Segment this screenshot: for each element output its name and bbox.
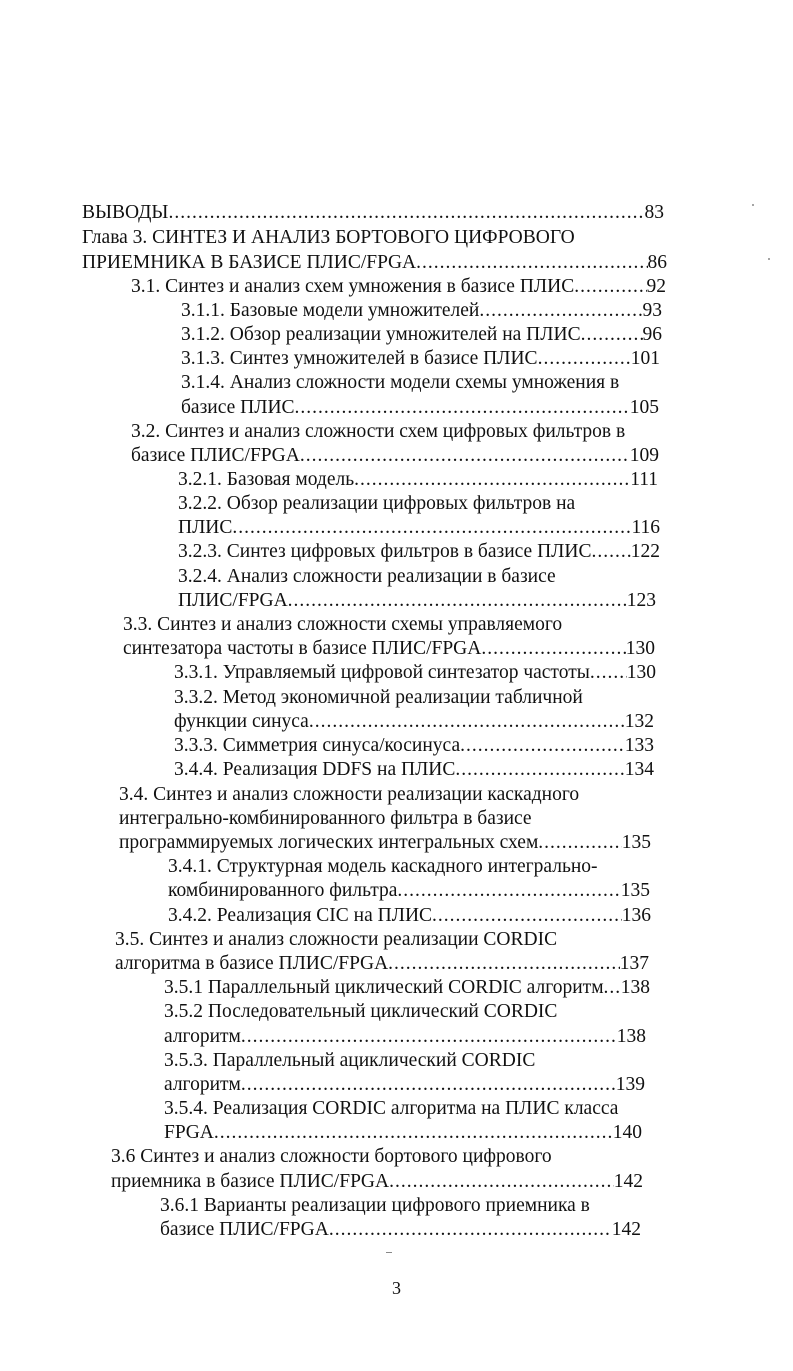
toc-entry <box>164 1025 646 1049</box>
toc-entry <box>82 201 664 225</box>
toc-entry-title: 3.2.4. Анализ сложности реализации в базисе <box>178 566 556 587</box>
toc-entry-page: 135 <box>620 880 650 901</box>
toc-entry <box>131 444 659 468</box>
toc-entry-title: FPGA <box>164 1122 214 1143</box>
toc-entry <box>174 734 654 758</box>
toc-entry <box>174 758 654 782</box>
leader-dots <box>241 1073 616 1097</box>
toc-entry <box>178 516 660 540</box>
toc-entry-page: 139 <box>615 1074 645 1095</box>
leader-dots <box>288 589 627 613</box>
toc-entry-page: 142 <box>613 1171 643 1192</box>
toc-entry <box>174 686 654 710</box>
toc-entry <box>178 468 658 492</box>
leader-dots <box>354 468 630 492</box>
toc-entry-page: 136 <box>621 905 651 926</box>
toc-entry <box>119 807 649 831</box>
toc-entry-page: 122 <box>630 541 660 562</box>
toc-entry <box>123 613 653 637</box>
toc-entry-title: базисе ПЛИС/FPGA <box>160 1219 329 1240</box>
leader-dots <box>590 661 627 685</box>
toc-entry-title: 3.1. Синтез и анализ схем умножения в базисе ПЛИС <box>131 276 575 297</box>
toc-entry <box>119 831 651 855</box>
toc-entry-page: 130 <box>626 662 656 683</box>
leader-dots <box>232 516 631 540</box>
toc-entry-title: алгоритм <box>164 1074 241 1095</box>
toc-entry-title: 3.2.3. Синтез цифровых фильтров в базисе ПЛИС <box>178 541 592 562</box>
leader-dots <box>214 1121 613 1145</box>
toc-entry <box>160 1218 641 1242</box>
toc-entry-page: 96 <box>642 324 662 345</box>
leader-dots <box>574 275 646 299</box>
toc-entry-page: 134 <box>624 759 654 780</box>
toc-entry <box>115 928 645 952</box>
toc-entry-title: 3.6.1 Варианты реализации цифрового приемника в <box>160 1195 590 1216</box>
toc-entry-page: 101 <box>630 348 660 369</box>
toc-entry <box>178 492 658 516</box>
toc-entry <box>123 637 655 661</box>
toc-entry-title: 3.1.2. Обзор реализации умножителей на ПЛИС <box>181 324 581 345</box>
leader-dots <box>481 637 625 661</box>
toc-entry-page: 93 <box>642 300 662 321</box>
leader-dots <box>168 201 644 225</box>
toc-entry-title: программируемых логических интегральных схем <box>119 832 539 853</box>
toc-entry-title: ПЛИС <box>178 517 233 538</box>
toc-entry <box>164 1097 644 1121</box>
toc-entry <box>131 275 666 299</box>
leader-dots <box>388 952 620 976</box>
toc-entry-page: 142 <box>611 1219 641 1240</box>
toc-entry-title: ПРИЕМНИКА В БАЗИСЕ ПЛИС/FPGA <box>82 252 417 273</box>
toc-entry <box>164 1049 644 1073</box>
toc-entry-title: комбинированного фильтра <box>168 880 398 901</box>
toc-entry <box>164 1000 644 1024</box>
leader-dots <box>300 444 630 468</box>
toc-entry-title: интегрально-комбинированного фильтра в базисе <box>119 808 532 829</box>
toc-entry <box>181 371 660 395</box>
toc-entry <box>168 904 651 928</box>
toc-entry-title: 3.1.3. Синтез умножителей в базисе ПЛИС <box>181 348 538 369</box>
toc-entry <box>174 710 654 734</box>
toc-entry-page: 138 <box>616 1026 646 1047</box>
leader-dots <box>581 323 643 347</box>
toc-entry-title: базисе ПЛИС <box>181 397 295 418</box>
leader-dots <box>309 710 625 734</box>
leader-dots <box>295 396 630 420</box>
leader-dots <box>455 758 624 782</box>
toc-entry-title: функции синуса <box>174 711 309 732</box>
toc-entry-title: ВЫВОДЫ <box>82 202 169 223</box>
leader-dots <box>329 1218 612 1242</box>
toc-entry <box>181 347 660 371</box>
toc-entry <box>115 952 649 976</box>
scan-speck <box>752 204 754 206</box>
toc-entry-page: 133 <box>624 735 654 756</box>
toc-entry <box>111 1145 641 1169</box>
toc-entry-title: 3.4.1. Структурная модель каскадного интегрально- <box>168 856 598 877</box>
leader-dots <box>397 879 620 903</box>
toc-entry-page: 138 <box>620 977 650 998</box>
toc-entry <box>178 589 656 613</box>
toc-entry <box>82 226 664 250</box>
toc-entry-page: 132 <box>624 711 654 732</box>
toc-entry-title: 3.3. Синтез и анализ сложности схемы управляемого <box>123 614 563 635</box>
leader-dots <box>538 831 621 855</box>
toc-entry-page: 83 <box>644 202 664 223</box>
toc-entry-title: 3.5.4. Реализация CORDIC алгоритма на ПЛИС класса <box>164 1098 619 1119</box>
toc-entry-title: алгоритма в базисе ПЛИС/FPGA <box>115 953 389 974</box>
toc-entry <box>181 323 662 347</box>
toc-entry-title: 3.2.1. Базовая модель <box>178 469 355 490</box>
leader-dots <box>479 299 642 323</box>
toc-entry-title: приемника в базисе ПЛИС/FPGA <box>111 1171 390 1192</box>
toc-entry-title: 3.1.1. Базовые модели умножителей <box>181 300 480 321</box>
toc-entry-title: 3.5. Синтез и анализ сложности реализации CORDIC <box>115 929 558 950</box>
toc-entry <box>164 1073 645 1097</box>
leader-dots <box>416 251 647 275</box>
toc-entry <box>178 540 660 564</box>
toc-entry-title: ПЛИС/FPGA <box>178 590 288 611</box>
leader-dots <box>460 734 625 758</box>
toc-entry-page: 137 <box>619 953 649 974</box>
scan-speck <box>768 258 770 260</box>
toc-entry <box>181 396 659 420</box>
toc-entry <box>131 420 661 444</box>
page-number: 3 <box>392 1278 401 1298</box>
toc-entry <box>164 1121 642 1145</box>
toc-entry-page: 140 <box>612 1122 642 1143</box>
toc-entry-title: алгоритм <box>164 1026 241 1047</box>
toc-entry-title: 3.2. Синтез и анализ сложности схем цифровых фильтров в <box>131 421 626 442</box>
toc-entry <box>178 565 658 589</box>
toc-entry-title: базисе ПЛИС/FPGA <box>131 445 300 466</box>
toc-entry-page: 135 <box>621 832 651 853</box>
toc-entry-title: 3.2.2. Обзор реализации цифровых фильтров на <box>178 493 576 514</box>
leader-dots <box>432 904 622 928</box>
toc-entry <box>119 783 649 807</box>
toc-entry-page: 130 <box>625 638 655 659</box>
toc-entry-title: 3.3.3. Симметрия синуса/косинуса <box>174 735 461 756</box>
toc-entry <box>111 1170 643 1194</box>
toc-entry-title: 3.1.4. Анализ сложности модели схемы умножения в <box>181 372 620 393</box>
toc-entry <box>181 299 662 323</box>
toc-entry-title: 3.3.2. Метод экономичной реализации табличной <box>174 687 583 708</box>
scan-speck <box>386 1252 392 1253</box>
toc-entry-page: 116 <box>631 517 660 538</box>
toc-entry <box>168 879 650 903</box>
toc-entry-page: 111 <box>630 469 658 490</box>
toc-entry-title: 3.6 Синтез и анализ сложности бортового цифрового <box>111 1146 552 1167</box>
toc-entry <box>160 1194 640 1218</box>
leader-dots <box>538 347 631 371</box>
toc-entry-title: 3.4.2. Реализация CIC на ПЛИС <box>168 905 433 926</box>
leader-dots <box>389 1170 614 1194</box>
leader-dots <box>591 540 630 564</box>
toc-entry-title: 3.4.4. Реализация DDFS на ПЛИС <box>174 759 456 780</box>
toc-entry-title: 3.4. Синтез и анализ сложности реализации каскадного <box>119 784 580 805</box>
toc-entry-title: Глава 3. СИНТЕЗ И АНАЛИЗ БОРТОВОГО ЦИФРОВОГО <box>82 227 575 248</box>
toc-entry <box>174 661 656 685</box>
leader-dots <box>241 1025 617 1049</box>
toc-entry-title: 3.5.3. Параллельный ациклический CORDIC <box>164 1050 536 1071</box>
toc-entry-title: синтезатора частоты в базисе ПЛИС/FPGA <box>123 638 482 659</box>
toc-entry-title: 3.5.1 Параллельный циклический CORDIC алгоритм <box>164 977 604 998</box>
toc-entry-page: 109 <box>629 445 659 466</box>
toc-entry-page: 105 <box>629 397 659 418</box>
toc-entry <box>168 855 648 879</box>
toc-entry <box>164 976 650 1000</box>
toc-entry-page: 86 <box>647 252 667 273</box>
leader-dots <box>604 976 621 1000</box>
toc-entry-page: 123 <box>626 590 656 611</box>
toc-entry <box>82 251 667 275</box>
toc-entry-title: 3.5.2 Последовательный циклический CORDIC <box>164 1001 558 1022</box>
toc-entry-page: 92 <box>646 276 666 297</box>
toc-entry-title: 3.3.1. Управляемый цифровой синтезатор частоты <box>174 662 590 683</box>
